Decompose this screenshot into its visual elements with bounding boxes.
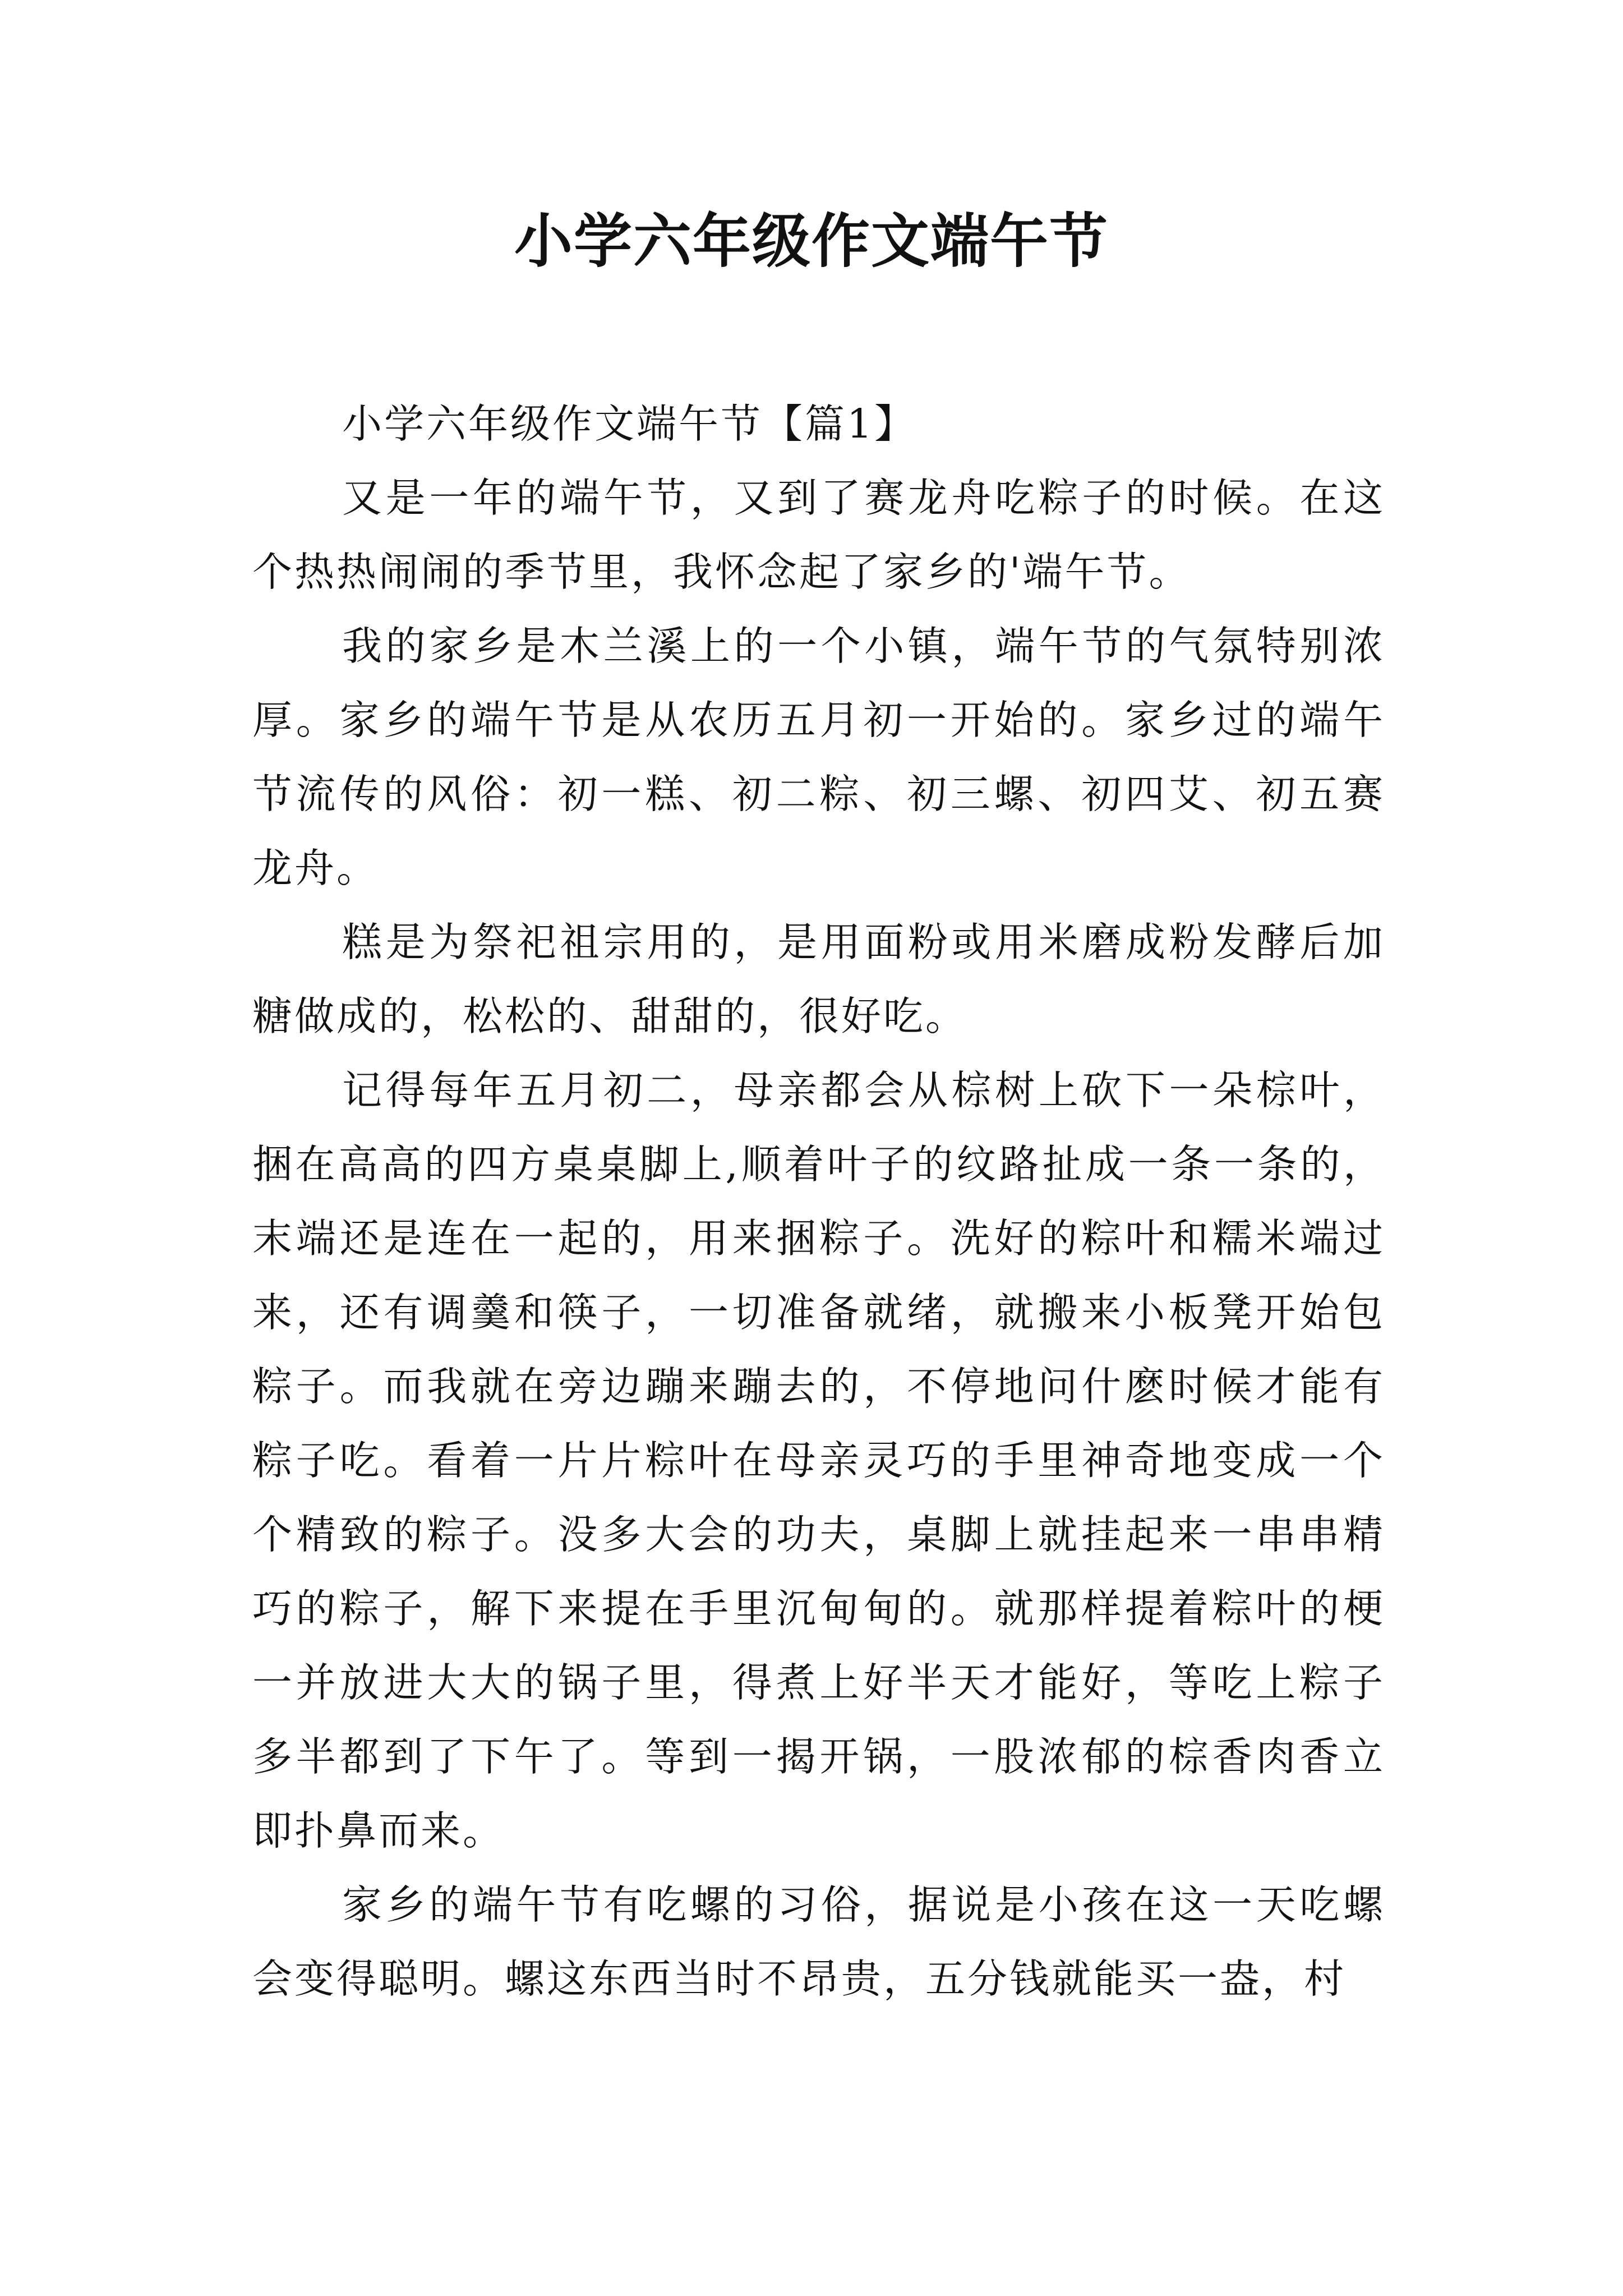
document-title: 小学六年级作文端午节: [514, 206, 1109, 275]
paragraph: 记得每年五月初二，母亲都会从棕树上砍下一朵棕叶，捆在高高的四方桌桌脚上,顺着叶子的纹路扯成一条一条的，末端还是连在一起的，用来捆粽子。洗好的粽叶和糯米端过来，还有调羹和筷子，一切准备就绪，就搬来小板凳开始包粽子。而我就在旁边蹦来蹦去的，不停地问什麽时候才能有粽子吃。看着一片片粽叶在母亲灵巧的手里神奇地变成一个个精致的粽子。没多大会的功夫，桌脚上就挂起来一串串精巧的粽子，解下来提在手里沉甸甸的。就那样提着粽叶的梗一并放进大大的锅子里，得煮上好半天才能好，等吃上粽子多半都到了下午了。等到一揭开锅，一股浓郁的棕香肉香立即扑鼻而来。: [252, 1067, 1385, 1854]
paragraph: 糕是为祭祀祖宗用的，是用面粉或用米磨成粉发酵后加糖做成的，松松的、甜甜的，很好吃。: [252, 919, 1385, 1039]
section-heading: 小学六年级作文端午节【篇1】: [342, 401, 917, 447]
document-body: [252, 387, 1385, 2016]
paragraph: 家乡的端午节有吃螺的习俗，据说是小孩在这一天吃螺会变得聪明。螺这东西当时不昂贵，五分钱就能买一盎，村: [252, 1881, 1385, 2002]
paragraph: 我的家乡是木兰溪上的一个小镇，端午节的气氛特别浓厚。家乡的端午节是从农历五月初一开始的。家乡过的端午节流传的风俗：初一糕、初二粽、初三螺、初四艾、初五赛龙舟。: [252, 623, 1385, 891]
paragraph: 又是一年的端午节，又到了赛龙舟吃粽子的时候。在这个热热闹闹的季节里，我怀念起了家乡的'端午节。: [252, 475, 1385, 595]
